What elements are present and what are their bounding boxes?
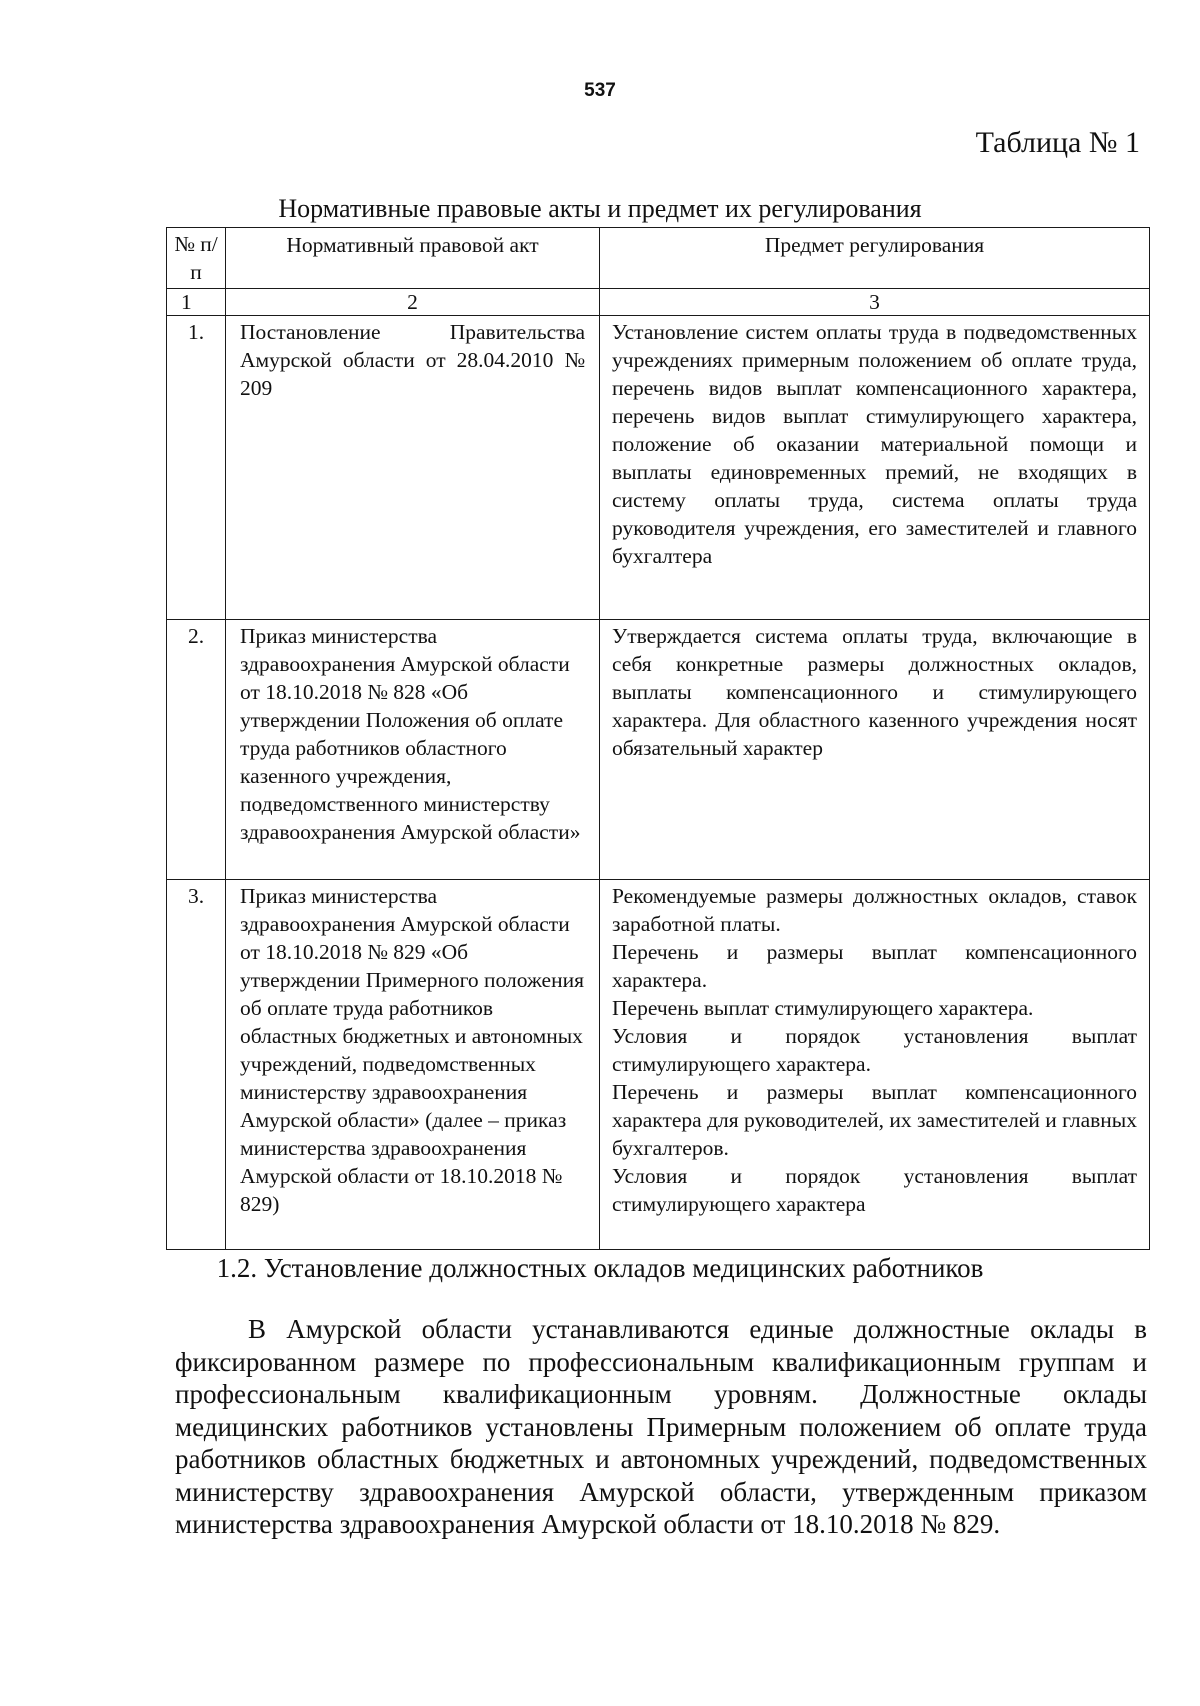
table-row xyxy=(167,316,1150,620)
row-number: 3. xyxy=(167,880,226,1250)
table-row xyxy=(167,620,1150,880)
column-numbers-row xyxy=(167,289,1150,316)
row-number: 2. xyxy=(167,620,226,880)
act-cell: Приказ министерства здравоохранения Амурской области от 18.10.2018 № 829 «Об утверждении Примерного положения об оплате труда работников областных бюджетных и автономных учреждений, подведомственных министерству здравоохранения Амурской области» (далее – приказ министерства здравоохранения Амурской области от 18.10.2018 № 829) xyxy=(226,880,600,1250)
section-heading: 1.2. Установление должностных окладов медицинских работников xyxy=(216,1253,984,1283)
table-row xyxy=(167,880,1150,1250)
subject-cell xyxy=(600,880,1150,1250)
subject-item: Рекомендуемые размеры должностных окладов, ставок заработной платы. xyxy=(612,884,1137,936)
subject-item: Перечень выплат стимулирующего характера. xyxy=(612,996,1034,1020)
column-number: 2 xyxy=(226,289,600,316)
body-paragraph: В Амурской области устанавливаются единые должностные оклады в фиксированном размере по профессиональным квалификационным группам и профессиональным квалификационным уровням. Должностные оклады медицинских работников установлены Примерным положением об оплате труда работников областных бюджетных и автономных учреждений, подведомственных министерству здравоохранения Амурской области, утвержденным приказом министерства здравоохранения Амурской области от 18.10.2018 № 829. xyxy=(175,1314,1147,1539)
header-act: Нормативный правовой акт xyxy=(226,228,600,289)
subject-item: Условия и порядок установления выплат стимулирующего характера. xyxy=(612,1024,1137,1076)
subject-cell: Установление систем оплаты труда в подведомственных учреждениях примерным положением об оплате труда, перечень видов выплат компенсационного характера, перечень видов выплат стимулирующего характера, положение об оказании материальной помощи и выплаты единовременных премий, не входящих в систему оплаты труда, система оплаты труда руководителя учреждения, его заместителей и главного бухгалтера xyxy=(600,316,1150,620)
table-header-row xyxy=(167,228,1150,289)
row-number: 1. xyxy=(167,316,226,620)
subject-item: Перечень и размеры выплат компенсационного характера для руководителей, их заместителей и главных бухгалтеров. xyxy=(612,1080,1137,1160)
subject-item: Перечень и размеры выплат компенсационного характера. xyxy=(612,940,1137,992)
page-number: 537 xyxy=(584,80,616,101)
subject-item: Условия и порядок установления выплат стимулирующего характера xyxy=(612,1164,1137,1216)
header-num: № п/п xyxy=(167,228,226,289)
column-number: 3 xyxy=(600,289,1150,316)
header-subject: Предмет регулирования xyxy=(600,228,1150,289)
act-cell: Постановление Правительства Амурской области от 28.04.2010 № 209 xyxy=(226,316,600,620)
act-cell: Приказ министерства здравоохранения Амурской области от 18.10.2018 № 828 «Об утверждении Положения об оплате труда работников областного казенного учреждения, подведомственного министерству здравоохранения Амурской области» xyxy=(226,620,600,880)
column-number: 1 xyxy=(167,289,226,316)
table-title: Нормативные правовые акты и предмет их регулирования xyxy=(278,194,922,223)
subject-cell: Утверждается система оплаты труда, включающие в себя конкретные размеры должностных окладов, выплаты компенсационного и стимулирующего характера. Для областного казенного учреждения носят обязательный характер xyxy=(600,620,1150,880)
table-label: Таблица № 1 xyxy=(975,126,1140,159)
regulatory-acts-table xyxy=(166,227,1150,1250)
